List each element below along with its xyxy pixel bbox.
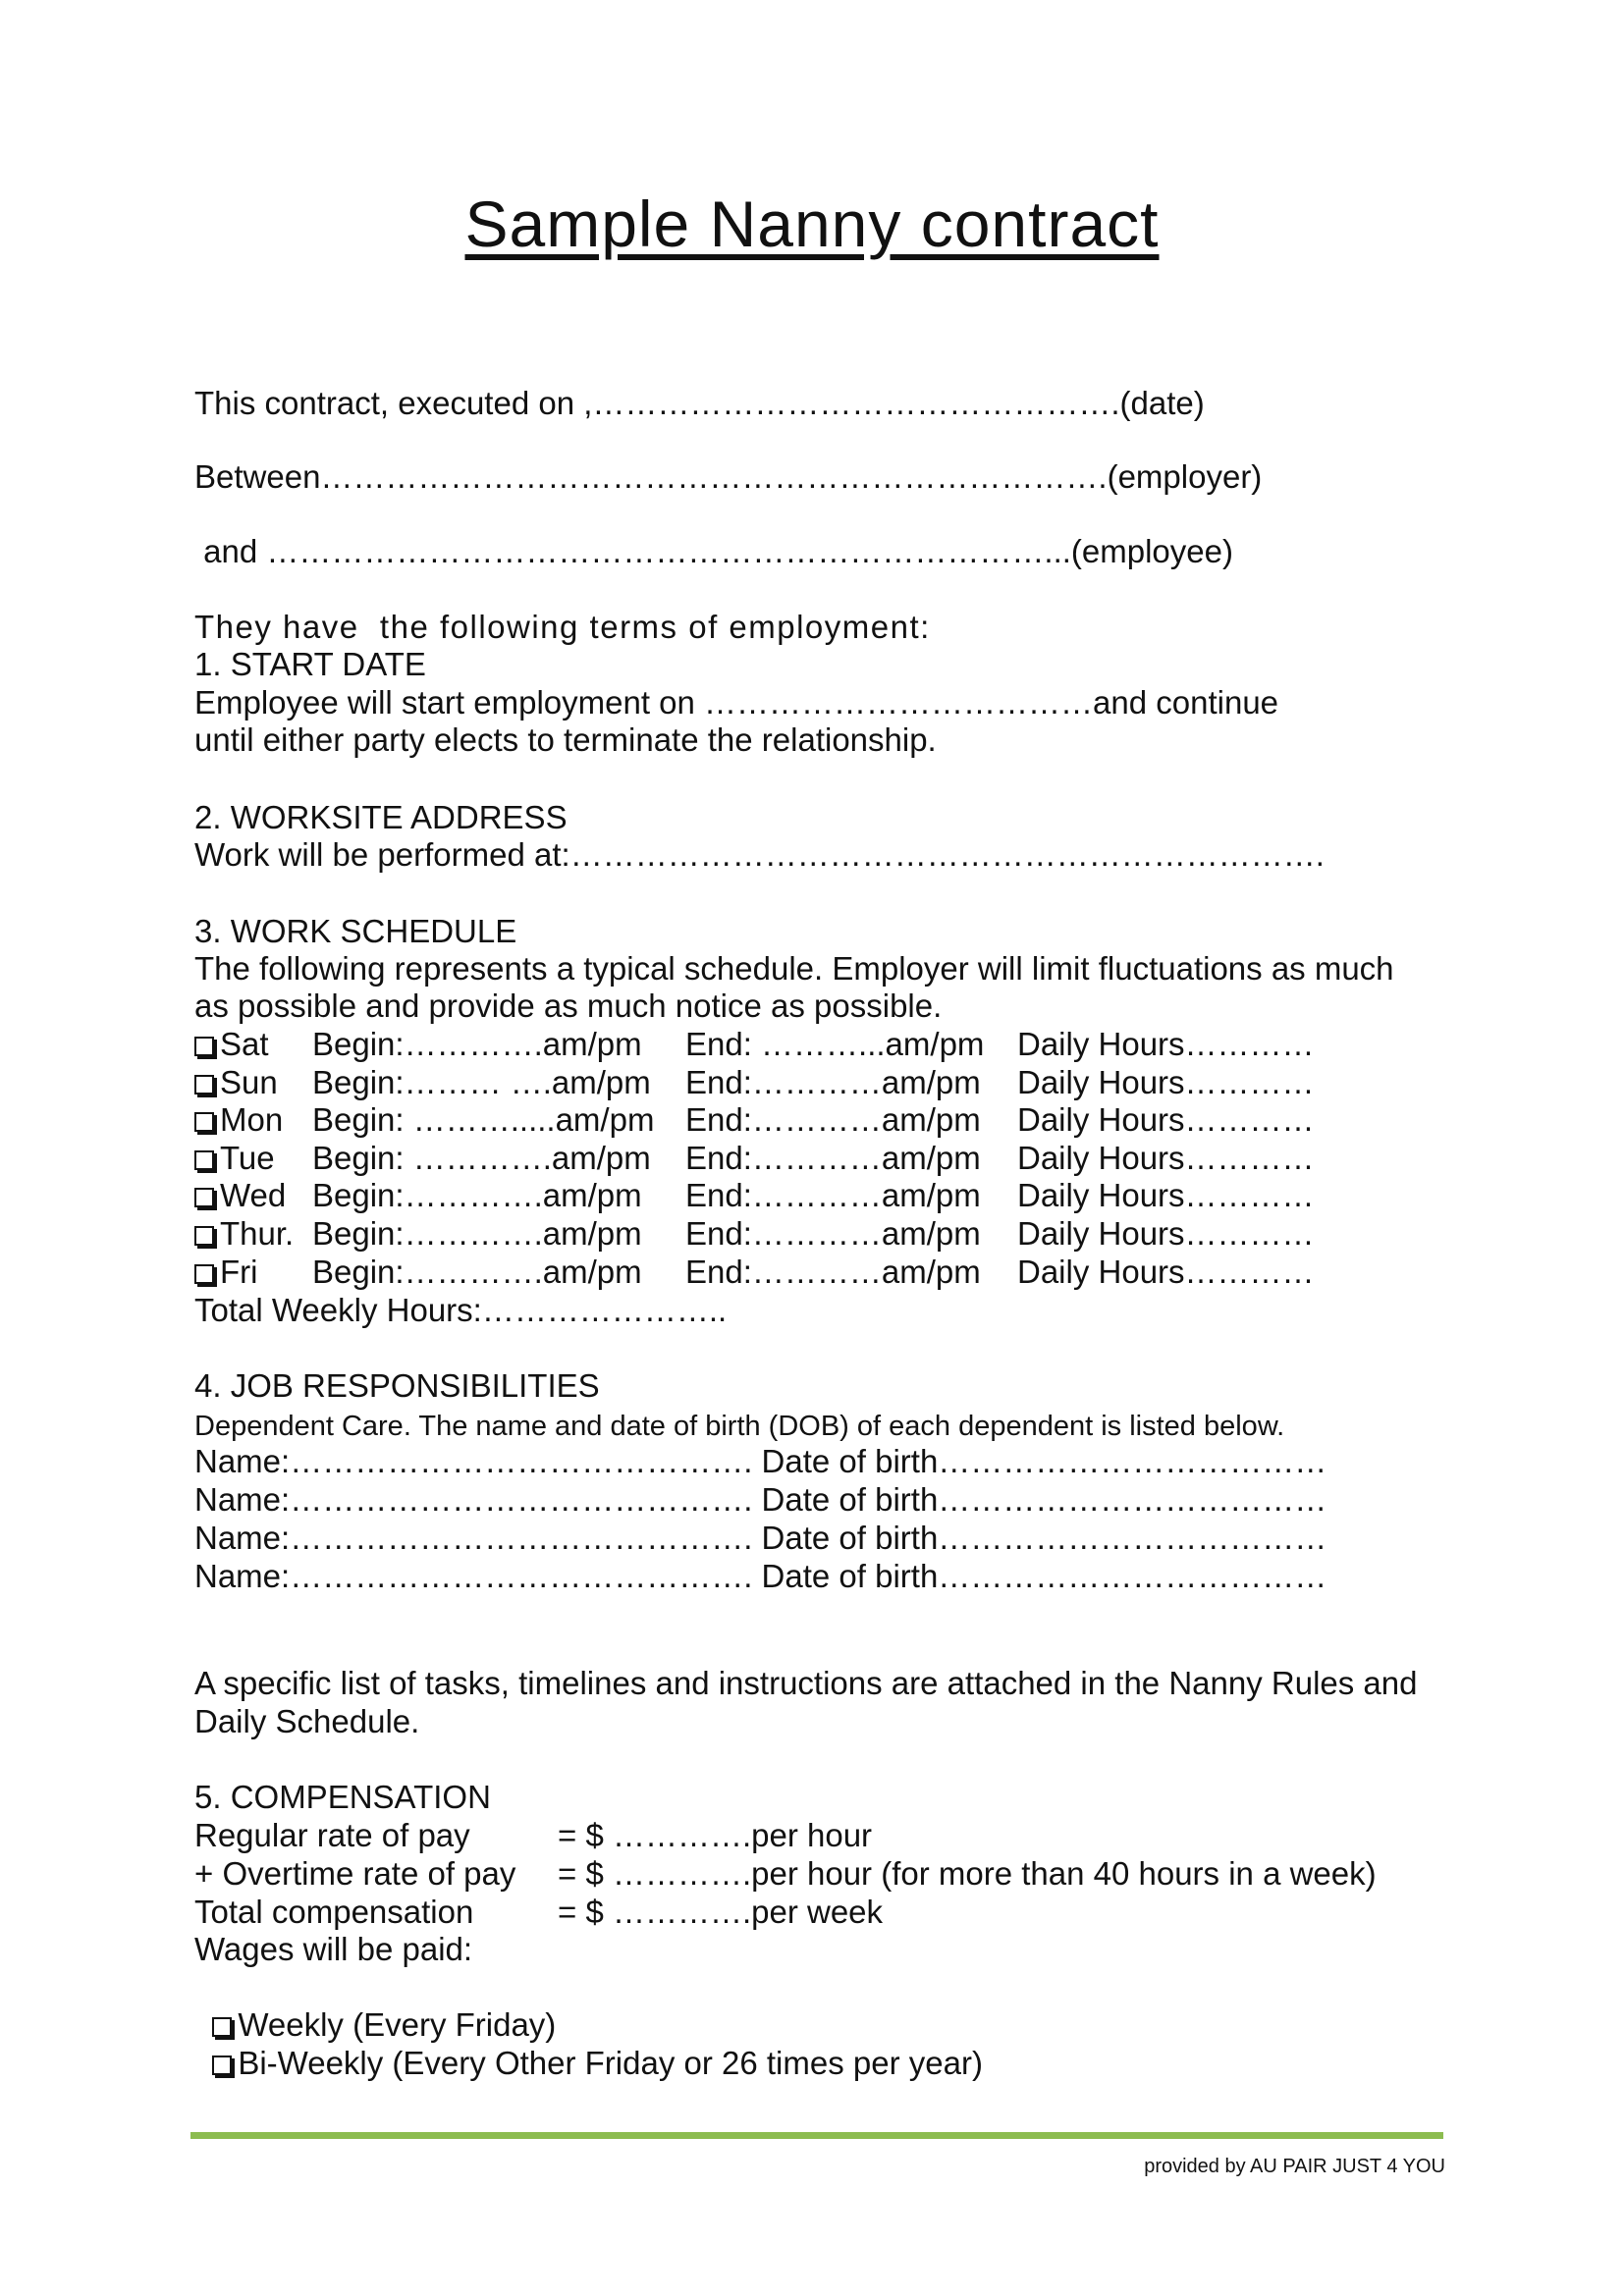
schedule-day: Wed bbox=[220, 1177, 287, 1213]
schedule-hours: Daily Hours………… bbox=[1017, 1064, 1315, 1100]
tasks-text-2: Daily Schedule. bbox=[194, 1703, 420, 1739]
schedule-begin: Begin:………….am/pm bbox=[312, 1215, 642, 1252]
employee-line: and ………………………………………………………………...(employee) bbox=[194, 533, 1233, 569]
responsibilities-heading: 4. JOB RESPONSIBILITIES bbox=[194, 1367, 600, 1404]
schedule-day-cell[interactable] bbox=[194, 1177, 286, 1214]
dependent-care-text: Dependent Care. The name and date of birth (DOB) of each dependent is listed below. bbox=[194, 1411, 1285, 1442]
worksite-heading: 2. WORKSITE ADDRESS bbox=[194, 799, 568, 835]
schedule-text: The following represents a typical schedule. Employer will limit fluctuations as much bbox=[194, 950, 1394, 987]
schedule-day: Tue bbox=[220, 1140, 275, 1176]
schedule-begin: Begin:………….am/pm bbox=[312, 1177, 642, 1213]
rate-value: = $ ………….per hour bbox=[558, 1817, 873, 1853]
schedule-day-cell[interactable] bbox=[194, 1101, 283, 1139]
schedule-day-cell[interactable] bbox=[194, 1215, 294, 1253]
dependent-row: Name:……………………………………. Date of birth……………………………… bbox=[194, 1481, 1327, 1518]
schedule-day: Sat bbox=[220, 1026, 269, 1062]
schedule-begin: Begin:………….am/pm bbox=[312, 1026, 642, 1062]
total-weekly-hours: Total Weekly Hours:………………….. bbox=[194, 1292, 728, 1328]
schedule-hours: Daily Hours………… bbox=[1017, 1101, 1315, 1138]
schedule-day-cell[interactable] bbox=[194, 1254, 257, 1291]
schedule-end: End:…………am/pm bbox=[685, 1215, 981, 1252]
dependent-row: Name:……………………………………. Date of birth……………………………… bbox=[194, 1520, 1327, 1556]
compensation-heading: 5. COMPENSATION bbox=[194, 1779, 491, 1815]
schedule-hours: Daily Hours………… bbox=[1017, 1177, 1315, 1213]
schedule-hours: Daily Hours………… bbox=[1017, 1254, 1315, 1290]
rate-label: Total compensation bbox=[194, 1894, 474, 1930]
terms-heading: They have the following terms of employment: bbox=[194, 609, 931, 645]
schedule-day: Fri bbox=[220, 1254, 258, 1290]
checkbox-icon[interactable] bbox=[194, 1264, 214, 1284]
schedule-day-cell[interactable] bbox=[194, 1140, 275, 1177]
checkbox-icon[interactable] bbox=[194, 1037, 214, 1056]
checkbox-icon[interactable] bbox=[194, 1112, 214, 1132]
schedule-day-cell[interactable] bbox=[194, 1026, 269, 1063]
start-date-text-2: until either party elects to terminate the relationship. bbox=[194, 721, 937, 758]
footer-divider bbox=[190, 2132, 1443, 2139]
checkbox-icon[interactable] bbox=[194, 1188, 214, 1207]
biweekly-option-label: Bi-Weekly (Every Other Friday or 26 times per year) bbox=[238, 2045, 983, 2081]
schedule-end: End:…………am/pm bbox=[685, 1177, 981, 1213]
page-title: Sample Nanny contract bbox=[464, 187, 1160, 260]
start-date-heading: 1. START DATE bbox=[194, 646, 426, 682]
schedule-day: Mon bbox=[220, 1101, 284, 1138]
wages-paid-label: Wages will be paid: bbox=[194, 1931, 473, 1967]
schedule-begin: Begin: ……….....am/pm bbox=[312, 1101, 655, 1138]
executed-date-line: This contract, executed on ,………………………………………….(date) bbox=[194, 385, 1205, 421]
footer-credit: provided by AU PAIR JUST 4 YOU bbox=[1144, 2156, 1445, 2177]
rate-label: Regular rate of pay bbox=[194, 1817, 470, 1853]
schedule-end: End:…………am/pm bbox=[685, 1140, 981, 1176]
employer-line: Between……………………………………………………………….(employer) bbox=[194, 458, 1263, 495]
schedule-hours: Daily Hours………… bbox=[1017, 1140, 1315, 1176]
checkbox-icon[interactable] bbox=[194, 1150, 214, 1170]
dependent-row: Name:……………………………………. Date of birth……………………………… bbox=[194, 1558, 1327, 1594]
rate-value: = $ ………….per hour (for more than 40 hours in a week) bbox=[558, 1855, 1377, 1892]
schedule-end: End:…………am/pm bbox=[685, 1064, 981, 1100]
weekly-option-label: Weekly (Every Friday) bbox=[238, 2006, 557, 2043]
schedule-hours: Daily Hours………… bbox=[1017, 1215, 1315, 1252]
schedule-heading: 3. WORK SCHEDULE bbox=[194, 913, 517, 949]
biweekly-option[interactable] bbox=[194, 2007, 983, 2082]
schedule-text-2: as possible and provide as much notice as possible. bbox=[194, 988, 943, 1024]
dependent-row: Name:……………………………………. Date of birth……………………………… bbox=[194, 1443, 1327, 1479]
checkbox-icon[interactable] bbox=[212, 2056, 232, 2075]
schedule-end: End:…………am/pm bbox=[685, 1254, 981, 1290]
tasks-text: A specific list of tasks, timelines and instructions are attached in the Nanny Rules and bbox=[194, 1665, 1418, 1701]
schedule-day-cell[interactable] bbox=[194, 1064, 278, 1101]
schedule-end: End:…………am/pm bbox=[685, 1101, 981, 1138]
schedule-hours: Daily Hours………… bbox=[1017, 1026, 1315, 1062]
rate-value: = $ ………….per week bbox=[558, 1894, 884, 1930]
checkbox-icon[interactable] bbox=[194, 1226, 214, 1246]
schedule-day: Sun bbox=[220, 1064, 278, 1100]
worksite-text: Work will be performed at:……………………………………………………………. bbox=[194, 836, 1325, 873]
start-date-text: Employee will start employment on ………………………………and continue bbox=[194, 684, 1279, 721]
schedule-end: End: ………...am/pm bbox=[685, 1026, 985, 1062]
schedule-begin: Begin: ………….am/pm bbox=[312, 1140, 651, 1176]
schedule-day: Thur. bbox=[220, 1215, 295, 1252]
checkbox-icon[interactable] bbox=[194, 1075, 214, 1095]
schedule-begin: Begin:………….am/pm bbox=[312, 1254, 642, 1290]
rate-label: + Overtime rate of pay bbox=[194, 1855, 516, 1892]
schedule-begin: Begin:……… ….am/pm bbox=[312, 1064, 651, 1100]
